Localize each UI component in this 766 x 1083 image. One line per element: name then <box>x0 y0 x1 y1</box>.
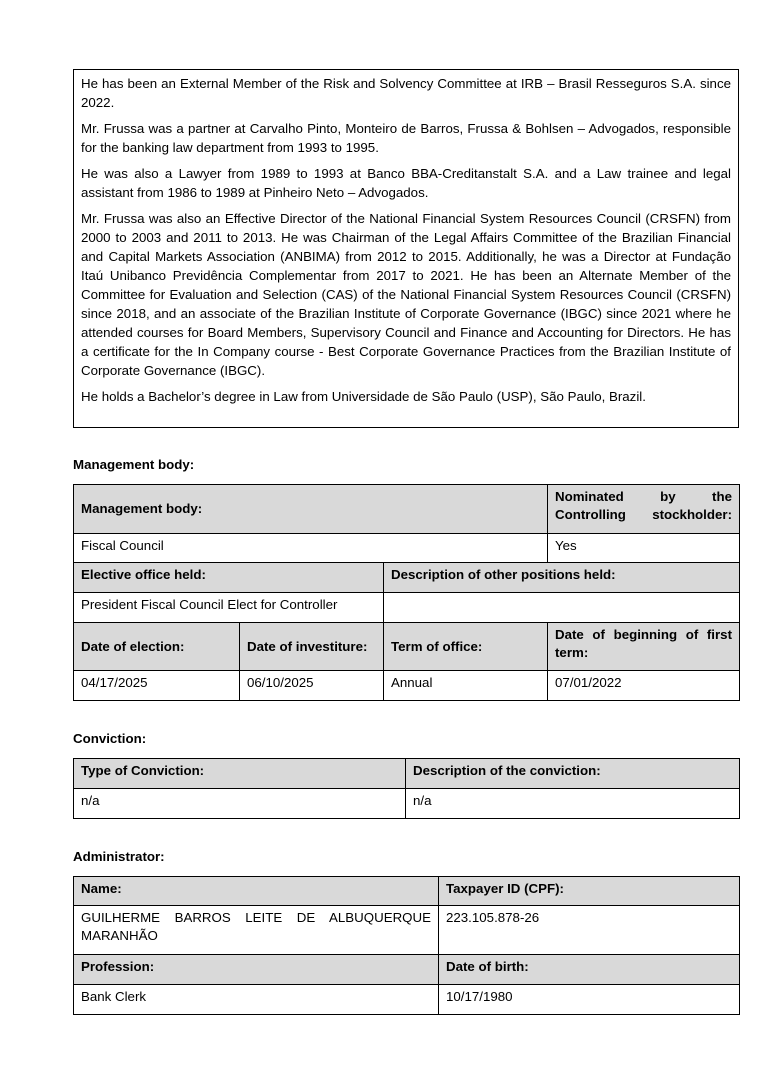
conviction-type-value: n/a <box>74 789 406 819</box>
bio-paragraph-4: Mr. Frussa was also an Effective Director of the National Financial System Resources Council (CRSFN) from 2000 to 2003 and 2011 to 2013. He was Chairman of the Legal Affairs Committee of the Brazilian Financial and Capital Markets Association (ANBIMA) from 2012 to 2015. Additionally, he was a Director at Fundação Itaú Unibanco Previdência Complementar from 2017 to 2021. He has been an Alternate Member of the Committee for Evaluation and Selection (CAS) of the National Financial System Resources Council (CRSFN) since 2018, and an associate of the Brazilian Institute of Corporate Governance (IBGC) since 2021 where he attended courses for Board Members, Supervisory Council and Finance and Accounting for Directors. He has a certificate for the In Company course - Best Corporate Governance Practices from the Brazilian Institute of Corporate Governance (IBGC). <box>81 211 731 378</box>
conviction-description-value: n/a <box>406 789 740 819</box>
management-body-value: Fiscal Council <box>74 534 548 563</box>
profession-value: Bank Clerk <box>74 985 439 1015</box>
name-value: GUILHERME BARROS LEITE DE ALBUQUERQUE MARANHÃO <box>74 906 439 955</box>
conviction-table <box>73 758 740 819</box>
investiture-date-header: Date of investiture: <box>240 623 384 671</box>
name-header: Name: <box>74 877 439 906</box>
bio-paragraph-3: He was also a Lawyer from 1989 to 1993 at Banco BBA-Creditanstalt S.A. and a Law trainee and legal assistant from 1986 to 1989 at Pinheiro Neto – Advogados. <box>81 166 731 200</box>
term-of-office-header: Term of office: <box>384 623 548 671</box>
table-row <box>74 593 740 623</box>
other-positions-value <box>384 593 740 623</box>
election-date-value: 04/17/2025 <box>74 671 240 701</box>
investiture-date-value: 06/10/2025 <box>240 671 384 701</box>
table-row <box>74 534 740 563</box>
first-term-value: 07/01/2022 <box>548 671 740 701</box>
table-row <box>74 563 740 593</box>
document-page <box>73 69 739 1015</box>
table-row <box>74 877 740 906</box>
cpf-header: Taxpayer ID (CPF): <box>439 877 740 906</box>
administrator-table <box>73 876 740 1015</box>
elective-office-value: President Fiscal Council Elect for Controller <box>74 593 384 623</box>
bio-paragraph-5: He holds a Bachelor’s degree in Law from Universidade de São Paulo (USP), São Paulo, Brazil. <box>81 389 646 404</box>
table-row <box>74 623 740 671</box>
conviction-type-header: Type of Conviction: <box>74 759 406 789</box>
conviction-description-header: Description of the conviction: <box>406 759 740 789</box>
management-table <box>73 484 740 701</box>
table-row <box>74 671 740 701</box>
first-term-header: Date of beginning of first term: <box>548 623 740 671</box>
term-of-office-value: Annual <box>384 671 548 701</box>
bio-paragraph-2: Mr. Frussa was a partner at Carvalho Pinto, Monteiro de Barros, Frussa & Bohlsen – Advogados, responsible for the banking law department from 1993 to 1995. <box>81 121 731 155</box>
biography-box <box>73 69 739 428</box>
nominated-value: Yes <box>548 534 740 563</box>
table-row <box>74 485 740 534</box>
cpf-value: 223.105.878-26 <box>439 906 740 955</box>
other-positions-header: Description of other positions held: <box>384 563 740 593</box>
nominated-header: Nominated by the Controlling stockholder: <box>548 485 740 534</box>
management-body-header: Management body: <box>74 485 548 534</box>
management-section-label: Management body: <box>73 457 195 472</box>
bio-paragraph-1: He has been an External Member of the Risk and Solvency Committee at IRB – Brasil Resseguros S.A. since 2022. <box>81 76 731 110</box>
profession-header: Profession: <box>74 955 439 985</box>
table-row <box>74 955 740 985</box>
birth-date-header: Date of birth: <box>439 955 740 985</box>
table-row <box>74 759 740 789</box>
administrator-section-label: Administrator: <box>73 849 165 864</box>
table-row <box>74 985 740 1015</box>
conviction-section-label: Conviction: <box>73 731 147 746</box>
election-date-header: Date of election: <box>74 623 240 671</box>
table-row <box>74 906 740 955</box>
birth-date-value: 10/17/1980 <box>439 985 740 1015</box>
table-row <box>74 789 740 819</box>
elective-office-header: Elective office held: <box>74 563 384 593</box>
